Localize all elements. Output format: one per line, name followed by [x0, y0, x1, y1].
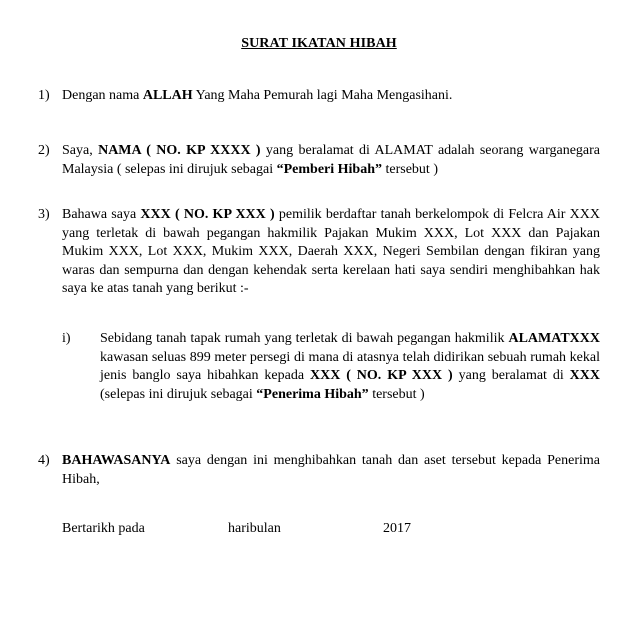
clause-1: [38, 87, 600, 106]
text-segment: Sebidang tanah tapak rumah yang terletak di bawah pegangan hakmilik: [100, 331, 509, 346]
subclause-i: [62, 330, 600, 404]
bold-text-segment: XXX ( NO. KP XXX ): [140, 207, 275, 222]
text-segment: tersebut ): [382, 161, 438, 177]
clause-number: 3): [38, 207, 50, 222]
text-segment: Bahawa saya: [62, 207, 141, 222]
bold-text-segment: BAHAWASANYA: [62, 453, 171, 468]
text-segment: (selepas ini dirujuk sebagai: [100, 386, 257, 402]
document-title: SURAT IKATAN HIBAH: [241, 36, 397, 51]
text-segment: saya dengan ini menghibahkan tanah dan aset tersebut kepada Penerima Hibah,: [62, 453, 600, 487]
clause-text: [62, 87, 600, 106]
bold-text-segment: NAMA ( NO. KP XXXX ): [98, 143, 261, 158]
clause-text: [62, 452, 600, 489]
clause-number: 4): [38, 453, 50, 468]
clause-text: [62, 206, 600, 299]
clause-4: [38, 452, 600, 489]
bold-text-segment: XXX: [569, 368, 600, 383]
text-segment: yang beralamat di ALAMAT adalah seorang warganegara Malaysia ( selepas ini dirujuk sebagai: [62, 143, 600, 177]
date-line: [62, 521, 482, 541]
text-segment: tersebut ): [368, 386, 425, 402]
date-year: 2017: [383, 521, 411, 536]
text-segment: Dengan nama: [62, 88, 143, 103]
date-day-word: haribulan: [228, 521, 281, 536]
clause-number: 2): [38, 143, 50, 158]
text-segment: kawasan seluas 899 meter persegi di mana di atasnya telah didirikan sebuah rumah kekal jenis banglo saya hibahkan kepada: [100, 349, 600, 383]
bold-text-segment: XXX ( NO. KP XXX ): [309, 368, 453, 383]
text-segment: yang beralamat di: [452, 368, 570, 383]
bold-text-segment: “Pemberi Hibah”: [276, 161, 382, 177]
bold-text-segment: “Penerima Hibah”: [256, 386, 369, 402]
bold-text-segment: ALLAH: [142, 88, 193, 103]
text-segment: pemilik berdaftar tanah berkelompok di Felcra Air XXX yang terletak di bawah pegangan hakmilik Pajakan Mukim XXX, Lot XXX dan Pajakan Mukim XXX, Lot XXX, Mukim XXX, Daerah XXX, Negeri Sembilan dengan fikiran yang waras dan sempurna dan dengan kehendak serta kerelaan hati saya sendiri menghibahkan hak saya ke atas tanah yang berikut :-: [62, 207, 600, 296]
clause-3: [38, 206, 600, 299]
subclause-number: i): [62, 331, 71, 346]
bold-text-segment: ALAMATXXX: [508, 331, 600, 346]
clause-2: [38, 142, 600, 179]
text-segment: Yang Maha Pemurah lagi Maha Mengasihani.: [192, 88, 453, 103]
clause-number: 1): [38, 88, 50, 103]
text-segment: Saya,: [62, 143, 99, 158]
clause-text: [62, 142, 600, 179]
date-label: Bertarikh pada: [62, 521, 145, 536]
subclause-text: [100, 330, 600, 404]
